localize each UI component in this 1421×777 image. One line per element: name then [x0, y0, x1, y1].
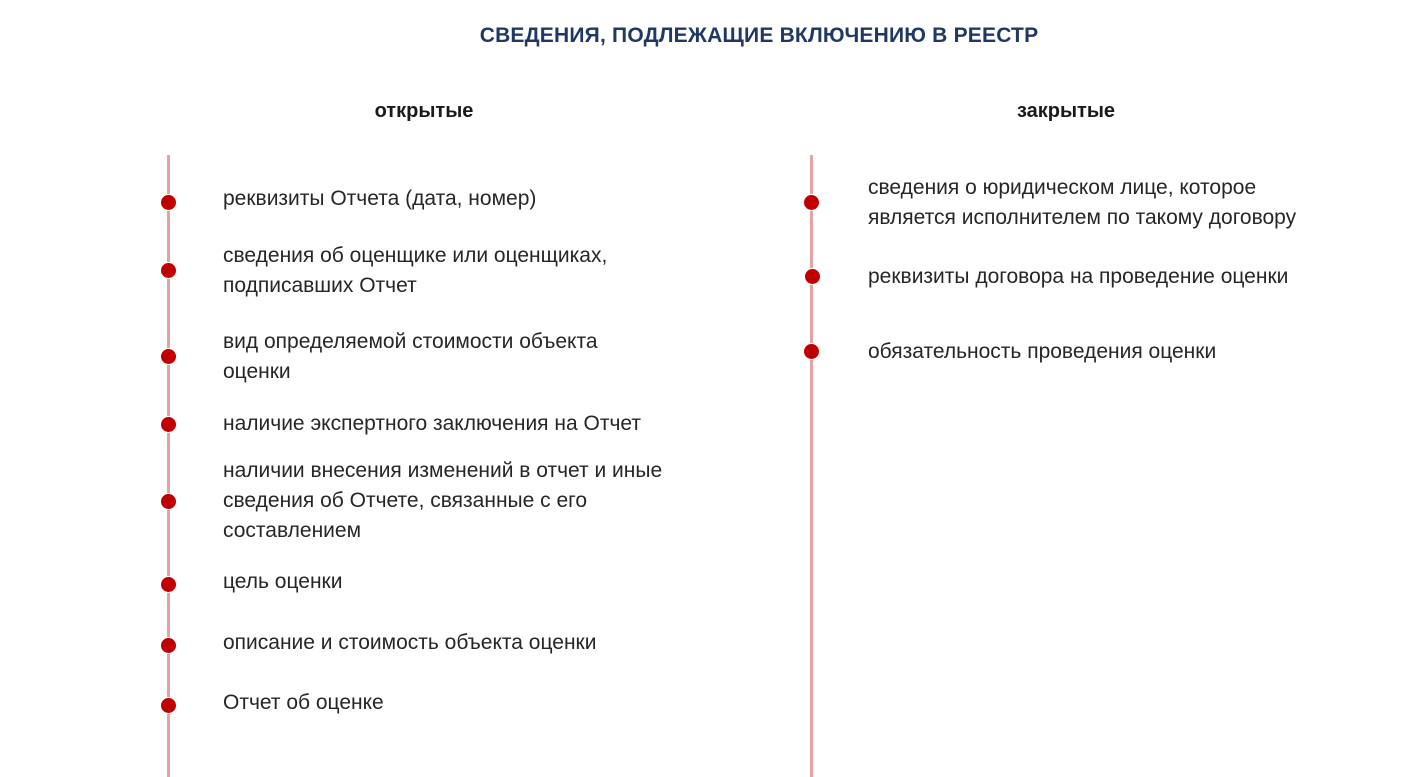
closed-item-bullet: [803, 194, 820, 211]
open-item: наличии внесения изменений в отчет и иные сведения об Отчете, связанные с его составлением: [223, 459, 663, 542]
open-item-bullet: [160, 493, 177, 510]
open-item: вид определяемой стоимости объекта оценки: [223, 330, 598, 383]
open-item: описание и стоимость объекта оценки: [223, 631, 597, 654]
open-item: реквизиты Отчета (дата, номер): [223, 187, 537, 210]
open-item-bullet: [160, 194, 177, 211]
open-item-bullet: [160, 262, 177, 279]
closed-item: сведения о юридическом лице, которое является исполнителем по такому договору: [868, 176, 1297, 229]
open-item: Отчет об оценке: [223, 691, 384, 714]
diagram-title: СВЕДЕНИЯ, ПОДЛЕЖАЩИЕ ВКЛЮЧЕНИЮ В РЕЕСТР: [479, 24, 1039, 47]
open-item-bullet: [160, 637, 177, 654]
open-item-bullet: [160, 697, 177, 714]
closed-item: реквизиты договора на проведение оценки: [868, 265, 1289, 288]
closed-column-header: закрытые: [1016, 100, 1116, 122]
open-item: сведения об оценщике или оценщиках, подписавших Отчет: [223, 244, 608, 297]
closed-timeline-line: [810, 155, 813, 777]
open-item: наличие экспертного заключения на Отчет: [223, 412, 641, 435]
open-item-bullet: [160, 576, 177, 593]
open-item-bullet: [160, 416, 177, 433]
open-item: цель оценки: [223, 570, 343, 593]
closed-item-bullet: [804, 268, 821, 285]
open-column-header: открытые: [374, 100, 474, 122]
closed-item-bullet: [803, 343, 820, 360]
open-timeline-line: [167, 155, 170, 777]
closed-item: обязательность проведения оценки: [868, 340, 1217, 363]
open-item-bullet: [160, 348, 177, 365]
